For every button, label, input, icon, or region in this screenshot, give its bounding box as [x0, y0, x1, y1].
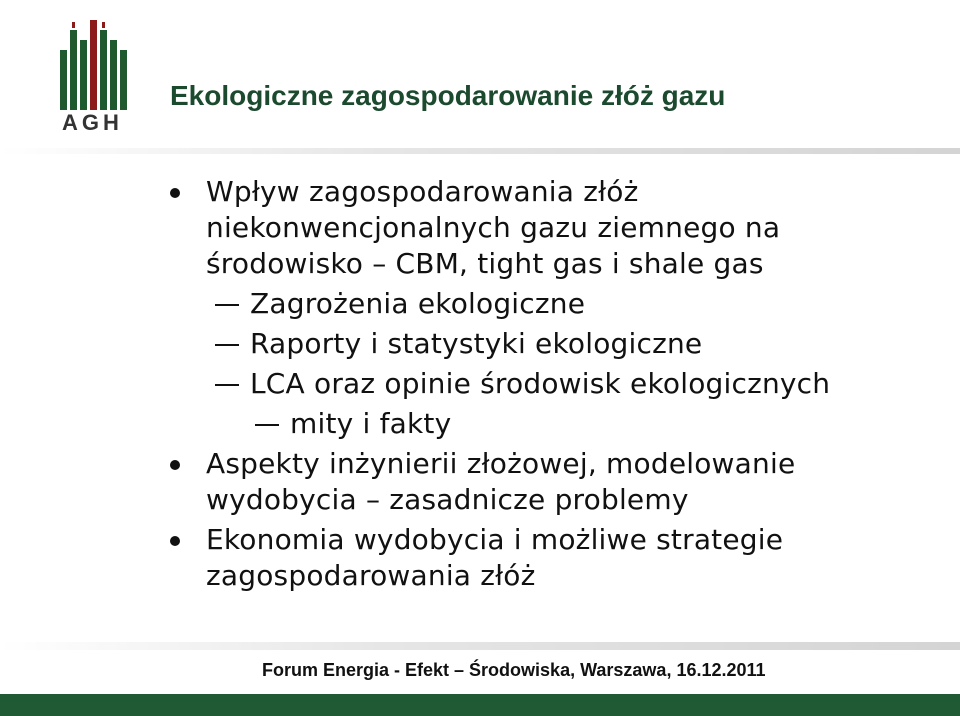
bullet-1-line-2: niekonwencjonalnych gazu ziemnego na — [206, 211, 781, 244]
sub-sub-bullet-1-text: mity i fakty — [290, 407, 452, 440]
bottom-bar — [0, 694, 960, 716]
sub-bullet-1-text: Zagrożenia ekologiczne — [250, 287, 586, 320]
agh-logo-text: AGH — [62, 110, 123, 135]
bullet-1 — [170, 174, 910, 282]
dash-marker — [255, 424, 279, 426]
bullet-2-line-1: Aspekty inżynierii złożowej, modelowanie — [206, 447, 796, 480]
slide-content — [170, 174, 910, 598]
slide-title: Ekologiczne zagospodarowanie złóż gazu — [170, 80, 726, 111]
sub-bullet-2 — [170, 326, 910, 362]
bullet-2-line-2: wydobycia – zasadnicze problemy — [206, 483, 689, 516]
dash-marker — [215, 384, 239, 386]
footer-text: Forum Energia - Efekt – Środowiska, Warszawa, 16.12.2011 — [262, 660, 766, 680]
bullet-1-line-3: środowisko – CBM, tight gas i shale gas — [206, 247, 764, 280]
bullet-1-line-1: Wpływ zagospodarowania złóż — [206, 175, 639, 208]
footer-divider — [0, 642, 960, 650]
sub-bullet-3 — [170, 366, 910, 402]
bullet-2 — [170, 446, 910, 518]
sub-bullet-2-text: Raporty i statystyki ekologiczne — [250, 327, 703, 360]
sub-bullet-1 — [170, 286, 910, 322]
sub-bullet-3-text: LCA oraz opinie środowisk ekologicznych — [250, 367, 831, 400]
bullet-3-line-2: zagospodarowania złóż — [206, 559, 536, 592]
bullet-dot — [170, 460, 180, 470]
bullet-dot — [170, 536, 180, 546]
agh-logo-mark — [52, 20, 136, 110]
sub-sub-bullet-1 — [170, 406, 910, 442]
bullet-dot — [170, 188, 180, 198]
dash-marker — [215, 304, 239, 306]
title-divider — [0, 148, 960, 154]
bullet-3 — [170, 522, 910, 594]
bullet-3-line-1: Ekonomia wydobycia i możliwe strategie — [206, 523, 784, 556]
dash-marker — [215, 344, 239, 346]
